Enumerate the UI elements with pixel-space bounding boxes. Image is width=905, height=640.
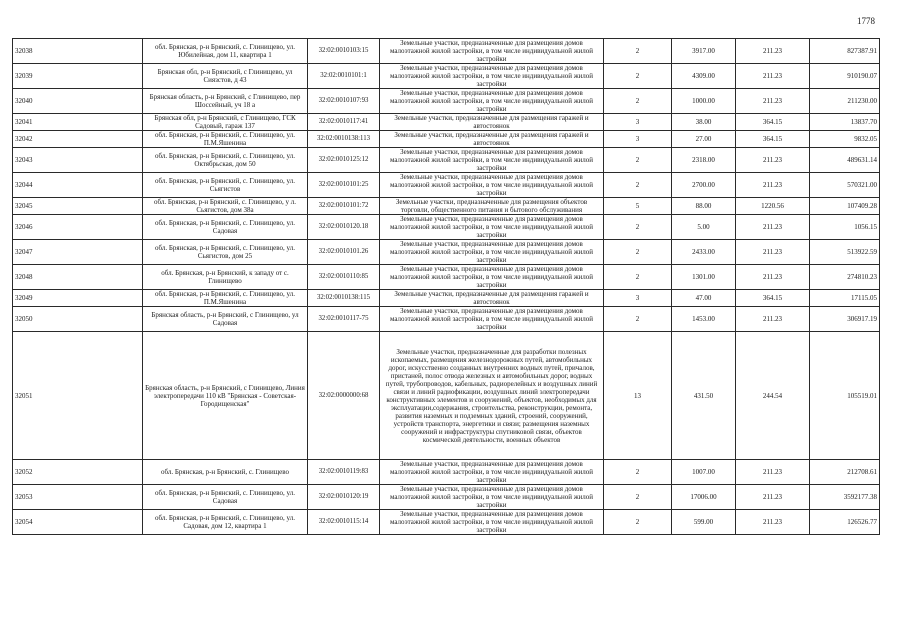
table-row xyxy=(13,131,880,148)
address-cell: обл. Брянская, р-н Брянский, с. Глинищево, ул. П.М.Яшенина xyxy=(143,290,308,307)
cadastral-value-cell: 274810.23 xyxy=(810,265,880,290)
use-code-cell: 2 xyxy=(604,460,672,485)
cadastral-value-cell: 126526.77 xyxy=(810,510,880,535)
address-cell: обл. Брянская, р-н Брянский, с. Глинищево, ул. Юбилейная, дом 11, квартира 1 xyxy=(143,39,308,64)
use-code-cell: 2 xyxy=(604,173,672,198)
land-use-cell: Земельные участки, предназначенные для размещения домов малоэтажной жилой застройки, в том числе индивидуальной жилой застройки xyxy=(380,215,604,240)
land-use-cell: Земельные участки, предназначенные для разработки полезных ископаемых, размещения железнодорожных путей, автомобильных дорог, искусственно созданных внутренних водных путей, причалов, пристаней, полос отвода железных и автомобильных дорог, водных путей, трубопроводов, кабельных, радиорелейных и воздушных линий связи и линий радиофикации, воздушных линий электропередачи конструктивных элементов и сооружений, объектов, необходимых для эксплуатации,содержания, строительства, реконструкции, ремонта, развития наземных и подземных зданий, строений, сооружений, устройств транспорта, энергетики и связи; размещения наземных сооружений и инфраструктуры спутниковой связи, объектов космической деятельности, военных объектов xyxy=(380,332,604,460)
table-row xyxy=(13,307,880,332)
table-row xyxy=(13,148,880,173)
area-cell: 431.50 xyxy=(672,332,736,460)
row-number: 32052 xyxy=(13,460,143,485)
use-code-cell: 2 xyxy=(604,64,672,89)
address-cell: обл. Брянская, р-н Брянский, с. Глинищево, ул. Садовая, дом 12, квартира 1 xyxy=(143,510,308,535)
address-cell: Брянская обл, р-н Брянский, с Глинищево, ул Сиязстов, д 43 xyxy=(143,64,308,89)
address-cell: Брянская обл, р-н Брянский, с Глинищево, ГСК Садовый, гараж 137 xyxy=(143,114,308,131)
use-code-cell: 3 xyxy=(604,290,672,307)
specific-value-cell: 211.23 xyxy=(736,148,810,173)
land-use-cell: Земельные участки, предназначенные для размещения домов малоэтажной жилой застройки, в том числе индивидуальной жилой застройки xyxy=(380,148,604,173)
area-cell: 4309.00 xyxy=(672,64,736,89)
table-row xyxy=(13,460,880,485)
table-body xyxy=(13,39,880,535)
area-cell: 17006.00 xyxy=(672,485,736,510)
land-use-cell: Земельные участки, предназначенные для размещения домов малоэтажной жилой застройки, в том числе индивидуальной жилой застройки xyxy=(380,39,604,64)
cadastral-number-cell: 32:02:0010103:15 xyxy=(308,39,380,64)
address-cell: обл. Брянская, р-н Брянский, с. Глинищево, ул. Садовая xyxy=(143,215,308,240)
table-row xyxy=(13,240,880,265)
cadastral-value-cell: 9832.05 xyxy=(810,131,880,148)
cadastral-value-cell: 13837.70 xyxy=(810,114,880,131)
row-number: 32040 xyxy=(13,89,143,114)
cadastral-number-cell: 32:02:0000000:68 xyxy=(308,332,380,460)
address-cell: обл. Брянская, р-н Брянский, с. Глинищево, ул. Сьягистов xyxy=(143,173,308,198)
area-cell: 2318.00 xyxy=(672,148,736,173)
cadastral-number-cell: 32:02:0010115:14 xyxy=(308,510,380,535)
address-cell: обл. Брянская, р-н Брянский, с. Глинищево xyxy=(143,460,308,485)
cadastral-number-cell: 32:02:0010119:83 xyxy=(308,460,380,485)
row-number: 32051 xyxy=(13,332,143,460)
cadastral-value-cell: 570321.00 xyxy=(810,173,880,198)
specific-value-cell: 211.23 xyxy=(736,215,810,240)
specific-value-cell: 364.15 xyxy=(736,290,810,307)
land-use-cell: Земельные участки, предназначенные для размещения домов малоэтажной жилой застройки, в том числе индивидуальной жилой застройки xyxy=(380,485,604,510)
cadastral-number-cell: 32:02:0010107:93 xyxy=(308,89,380,114)
address-cell: Брянская область, р-н Брянский, с Глинищево, ул Садовая xyxy=(143,307,308,332)
row-number: 32045 xyxy=(13,198,143,215)
cadastral-number-cell: 32:02:0010117:41 xyxy=(308,114,380,131)
row-number: 32049 xyxy=(13,290,143,307)
use-code-cell: 2 xyxy=(604,240,672,265)
cadastral-value-cell: 212708.61 xyxy=(810,460,880,485)
use-code-cell: 5 xyxy=(604,198,672,215)
area-cell: 2700.00 xyxy=(672,173,736,198)
specific-value-cell: 211.23 xyxy=(736,460,810,485)
table-row xyxy=(13,485,880,510)
cadastral-value-cell: 910190.07 xyxy=(810,64,880,89)
cadastral-value-cell: 306917.19 xyxy=(810,307,880,332)
use-code-cell: 13 xyxy=(604,332,672,460)
cadastral-value-cell: 827387.91 xyxy=(810,39,880,64)
use-code-cell: 2 xyxy=(604,307,672,332)
specific-value-cell: 211.23 xyxy=(736,510,810,535)
row-number: 32050 xyxy=(13,307,143,332)
use-code-cell: 2 xyxy=(604,510,672,535)
cadastral-value-cell: 105519.01 xyxy=(810,332,880,460)
cadastral-value-table xyxy=(12,38,880,535)
cadastral-number-cell: 32:02:0010125:12 xyxy=(308,148,380,173)
area-cell: 47.00 xyxy=(672,290,736,307)
land-use-cell: Земельные участки, предназначенные для размещения домов малоэтажной жилой застройки, в том числе индивидуальной жилой застройки xyxy=(380,265,604,290)
specific-value-cell: 211.23 xyxy=(736,173,810,198)
row-number: 32041 xyxy=(13,114,143,131)
land-use-cell: Земельные участки, предназначенные для размещения домов малоэтажной жилой застройки, в том числе индивидуальной жилой застройки xyxy=(380,89,604,114)
area-cell: 1453.00 xyxy=(672,307,736,332)
use-code-cell: 2 xyxy=(604,89,672,114)
table-row xyxy=(13,265,880,290)
land-use-cell: Земельные участки, предназначенные для размещения домов малоэтажной жилой застройки, в том числе индивидуальной жилой застройки xyxy=(380,240,604,265)
area-cell: 5.00 xyxy=(672,215,736,240)
address-cell: обл. Брянская, р-н Брянский, с. Глинищево, ул. П.М.Яшенина xyxy=(143,131,308,148)
cadastral-number-cell: 32:02:0010120:19 xyxy=(308,485,380,510)
land-use-cell: Земельные участки, предназначенные для размещения гаражей и автостоянок xyxy=(380,290,604,307)
table-row xyxy=(13,510,880,535)
table-row xyxy=(13,39,880,64)
use-code-cell: 2 xyxy=(604,265,672,290)
specific-value-cell: 244.54 xyxy=(736,332,810,460)
row-number: 32048 xyxy=(13,265,143,290)
row-number: 32038 xyxy=(13,39,143,64)
specific-value-cell: 211.23 xyxy=(736,307,810,332)
specific-value-cell: 211.23 xyxy=(736,265,810,290)
specific-value-cell: 364.15 xyxy=(736,114,810,131)
cadastral-number-cell: 32:02:0010138:113 xyxy=(308,131,380,148)
address-cell: Брянская область, р-н Брянский, с Глинищево, пер Шоссейный, уч 18 а xyxy=(143,89,308,114)
area-cell: 38.00 xyxy=(672,114,736,131)
specific-value-cell: 1220.56 xyxy=(736,198,810,215)
use-code-cell: 2 xyxy=(604,485,672,510)
land-use-cell: Земельные участки, предназначенные для размещения объектов торговли, общественного питания и бытового обслуживания xyxy=(380,198,604,215)
address-cell: обл. Брянская, р-н Брянский, к западу от с. Глинищево xyxy=(143,265,308,290)
address-cell: обл. Брянская, р-н Брянский, с. Глинищево, ул. Сьягистов, дом 25 xyxy=(143,240,308,265)
specific-value-cell: 364.15 xyxy=(736,131,810,148)
table-row xyxy=(13,198,880,215)
row-number: 32047 xyxy=(13,240,143,265)
row-number: 32043 xyxy=(13,148,143,173)
specific-value-cell: 211.23 xyxy=(736,485,810,510)
area-cell: 27.00 xyxy=(672,131,736,148)
table-row xyxy=(13,332,880,460)
land-use-cell: Земельные участки, предназначенные для размещения гаражей и автостоянок xyxy=(380,114,604,131)
specific-value-cell: 211.23 xyxy=(736,39,810,64)
row-number: 32053 xyxy=(13,485,143,510)
cadastral-number-cell: 32:02:0010110:85 xyxy=(308,265,380,290)
table-row xyxy=(13,64,880,89)
address-cell: обл. Брянская, р-н Брянский, с. Глинищево, у л. Сьягистов, дом 38а xyxy=(143,198,308,215)
use-code-cell: 2 xyxy=(604,215,672,240)
cadastral-number-cell: 32:02:0010138:115 xyxy=(308,290,380,307)
area-cell: 88.00 xyxy=(672,198,736,215)
land-use-cell: Земельные участки, предназначенные для размещения домов малоэтажной жилой застройки, в том числе индивидуальной жилой застройки xyxy=(380,64,604,89)
cadastral-value-cell: 17115.05 xyxy=(810,290,880,307)
use-code-cell: 2 xyxy=(604,148,672,173)
table-row xyxy=(13,215,880,240)
cadastral-number-cell: 32:02:0010101:72 xyxy=(308,198,380,215)
row-number: 32046 xyxy=(13,215,143,240)
use-code-cell: 3 xyxy=(604,131,672,148)
cadastral-number-cell: 32:02:0010101:1 xyxy=(308,64,380,89)
cadastral-number-cell: 32:02:0010101:25 xyxy=(308,173,380,198)
land-use-cell: Земельные участки, предназначенные для размещения домов малоэтажной жилой застройки, в том числе индивидуальной жилой застройки xyxy=(380,173,604,198)
cadastral-value-cell: 211230.00 xyxy=(810,89,880,114)
cadastral-value-cell: 1056.15 xyxy=(810,215,880,240)
land-use-cell: Земельные участки, предназначенные для размещения домов малоэтажной жилой застройки, в том числе индивидуальной жилой застройки xyxy=(380,460,604,485)
cadastral-value-cell: 489631.14 xyxy=(810,148,880,173)
area-cell: 599.00 xyxy=(672,510,736,535)
use-code-cell: 3 xyxy=(604,114,672,131)
cadastral-value-cell: 107409.28 xyxy=(810,198,880,215)
area-cell: 1007.00 xyxy=(672,460,736,485)
row-number: 32044 xyxy=(13,173,143,198)
page-number: 1778 xyxy=(857,16,875,26)
cadastral-number-cell: 32:02:0010120.18 xyxy=(308,215,380,240)
land-use-cell: Земельные участки, предназначенные для размещения домов малоэтажной жилой застройки, в том числе индивидуальной жилой застройки xyxy=(380,307,604,332)
land-use-cell: Земельные участки, предназначенные для размещения домов малоэтажной жилой застройки, в том числе индивидуальной жилой застройки xyxy=(380,510,604,535)
row-number: 32042 xyxy=(13,131,143,148)
table-row xyxy=(13,173,880,198)
cadastral-number-cell: 32:02:0010117-75 xyxy=(308,307,380,332)
land-use-cell: Земельные участки, предназначенные для размещения гаражей и автостоянок xyxy=(380,131,604,148)
address-cell: обл. Брянская, р-н Брянский, с. Глинищево, ул. Октябрьская, дом 50 xyxy=(143,148,308,173)
cadastral-value-cell: 513922.59 xyxy=(810,240,880,265)
row-number: 32054 xyxy=(13,510,143,535)
use-code-cell: 2 xyxy=(604,39,672,64)
table-row xyxy=(13,290,880,307)
specific-value-cell: 211.23 xyxy=(736,240,810,265)
cadastral-value-cell: 3592177.38 xyxy=(810,485,880,510)
row-number: 32039 xyxy=(13,64,143,89)
specific-value-cell: 211.23 xyxy=(736,64,810,89)
area-cell: 2433.00 xyxy=(672,240,736,265)
area-cell: 3917.00 xyxy=(672,39,736,64)
area-cell: 1301.00 xyxy=(672,265,736,290)
table-row xyxy=(13,89,880,114)
specific-value-cell: 211.23 xyxy=(736,89,810,114)
address-cell: обл. Брянская, р-н Брянский, с. Глинищево, ул. Садовая xyxy=(143,485,308,510)
table-row xyxy=(13,114,880,131)
cadastral-number-cell: 32:02:0010101.26 xyxy=(308,240,380,265)
area-cell: 1000.00 xyxy=(672,89,736,114)
address-cell: Брянская область, р-н Брянский, с Глинищево, Линия электропередачи 110 кВ "Брянская - Советская-Городищенская" xyxy=(143,332,308,460)
